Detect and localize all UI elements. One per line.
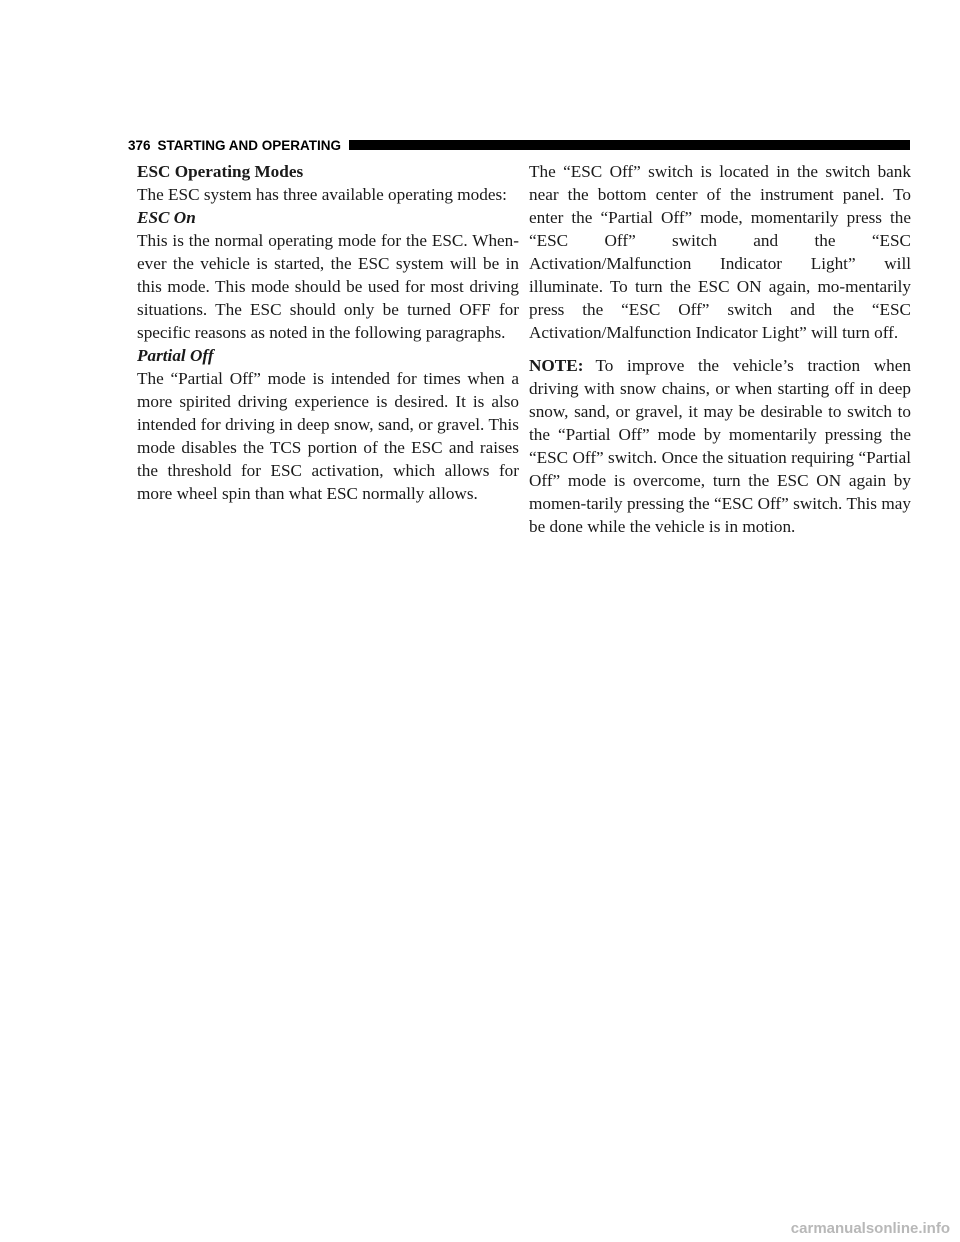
partial-off-paragraph: The “Partial Off” mode is intended for times when a more spirited driving experience is desired. It is also intended for driving in deep snow, sand, or gravel. This mode disables the TCS portion of the ESC and raises the threshold for ESC activation, which allows for more wheel spin than what ESC normally allows. (137, 369, 519, 503)
esc-on-heading: ESC On (137, 208, 196, 227)
page-header (128, 135, 910, 155)
right-column (529, 160, 911, 538)
note-paragraph (529, 354, 911, 538)
note-text: To improve the vehicle’s traction when driving with snow chains, or when starting off in deep snow, sand, or gravel, it may be desirable to switch to the “Partial Off” mode by momentarily pressing the “ESC Off” switch. Once the situation requiring “Partial Off” mode is overcome, turn the ESC ON again by momen-tarily pressing the “ESC Off” switch. This may be done while the vehicle is in motion. (529, 356, 911, 536)
partial-off-heading: Partial Off (137, 346, 214, 365)
esc-on-paragraph: This is the normal operating mode for the ESC. When-ever the vehicle is started, the ESC system will be in this mode. This mode should be used for most driving situations. The ESC should only be turned OFF for specific reasons as noted in the following paragraphs. (137, 231, 519, 342)
note-label: NOTE: (529, 356, 584, 375)
intro-paragraph: The ESC system has three available operating modes: (137, 185, 507, 204)
watermark: carmanualsonline.info (790, 1220, 950, 1237)
page-number: 376 (128, 137, 151, 153)
section-title: STARTING AND OPERATING (157, 137, 342, 153)
section-heading: ESC Operating Modes (137, 162, 304, 181)
header-rule (349, 140, 910, 150)
switch-paragraph: The “ESC Off” switch is located in the switch bank near the bottom center of the instrument panel. To enter the “Partial Off” mode, momentarily press the “ESC Off” switch and the “ESC Activation/Malfunction Indicator Light” will illuminate. To turn the ESC ON again, mo-mentarily press the “ESC Off” switch and the “ESC Activation/Malfunction Indicator Light” will turn off. (529, 162, 911, 342)
left-column (137, 160, 519, 505)
